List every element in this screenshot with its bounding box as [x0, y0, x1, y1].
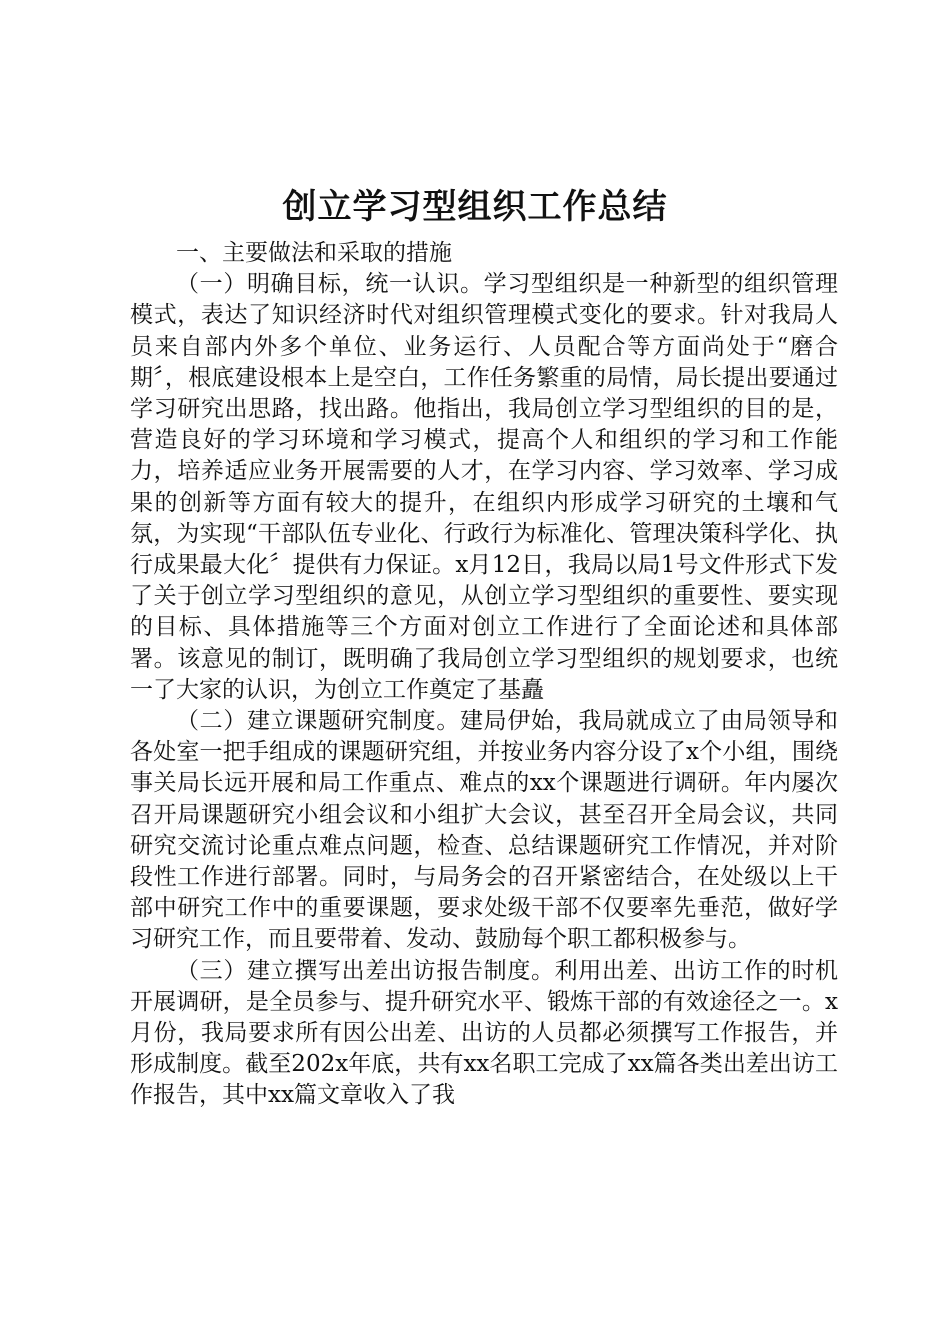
document-title: 创立学习型组织工作总结: [282, 187, 668, 227]
paragraph-3: （三）建立撰写出差出访报告制度。利用出差、出访工作的时机开展调研，是全员参与、提升研究水平、锻炼干部的有效途径之一。x月份，我局要求所有因公出差、出访的人员都必须撰写工作报告，并形成制度。截至202x年底，共有xx名职工完成了xx篇各类出差出访工作报告，其中xx篇文章收入了我: [130, 957, 838, 1109]
document-body: [130, 238, 838, 1112]
paragraph-2: （二）建立课题研究制度。建局伊始，我局就成立了由局领导和各处室一把手组成的课题研究组，并按业务内容分设了x个小组，围绕事关局长远开展和局工作重点、难点的xx个课题进行调研。年内屡次召开局课题研究小组会议和小组扩大会议，甚至召开全局会议，共同研究交流讨论重点难点问题，检查、总结课题研究工作情况，并对阶段性工作进行部署。同时，与局务会的召开紧密结合，在处级以上干部中研究工作中的重要课题，要求处级干部不仅要率先垂范，做好学习研究工作，而且要带着、发动、鼓励每个职工都积极参与。: [130, 708, 838, 953]
paragraph-1: （一）明确目标，统一认识。学习型组织是一种新型的组织管理模式，表达了知识经济时代对组织管理模式变化的要求。针对我局人员来自部内外多个单位、业务运行、人员配合等方面尚处于“磨合期〞，根底建设根本上是空白，工作任务繁重的局情，局长提出要通过学习研究出思路，找出路。他指出，我局创立学习型组织的目的是，营造良好的学习环境和学习模式，提高个人和组织的学习和工作能力，培养适应业务开展需要的人才，在学习内容、学习效率、学习成果的创新等方面有较大的提升，在组织内形成学习研究的土壤和气氛，为实现“干部队伍专业化、行政行为标准化、管理决策科学化、执行成果最大化〞提供有力保证。x月12日，我局以局1号文件形式下发了关于创立学习型组织的意见，从创立学习型组织的重要性、要实现的目标、具体措施等三个方面对创立工作进行了全面论述和具体部署。该意见的制订，既明确了我局创立学习型组织的规划要求，也统一了大家的认识，为创立工作奠定了基矗: [130, 271, 838, 703]
section-heading: 一、主要做法和采取的措施: [176, 240, 452, 266]
